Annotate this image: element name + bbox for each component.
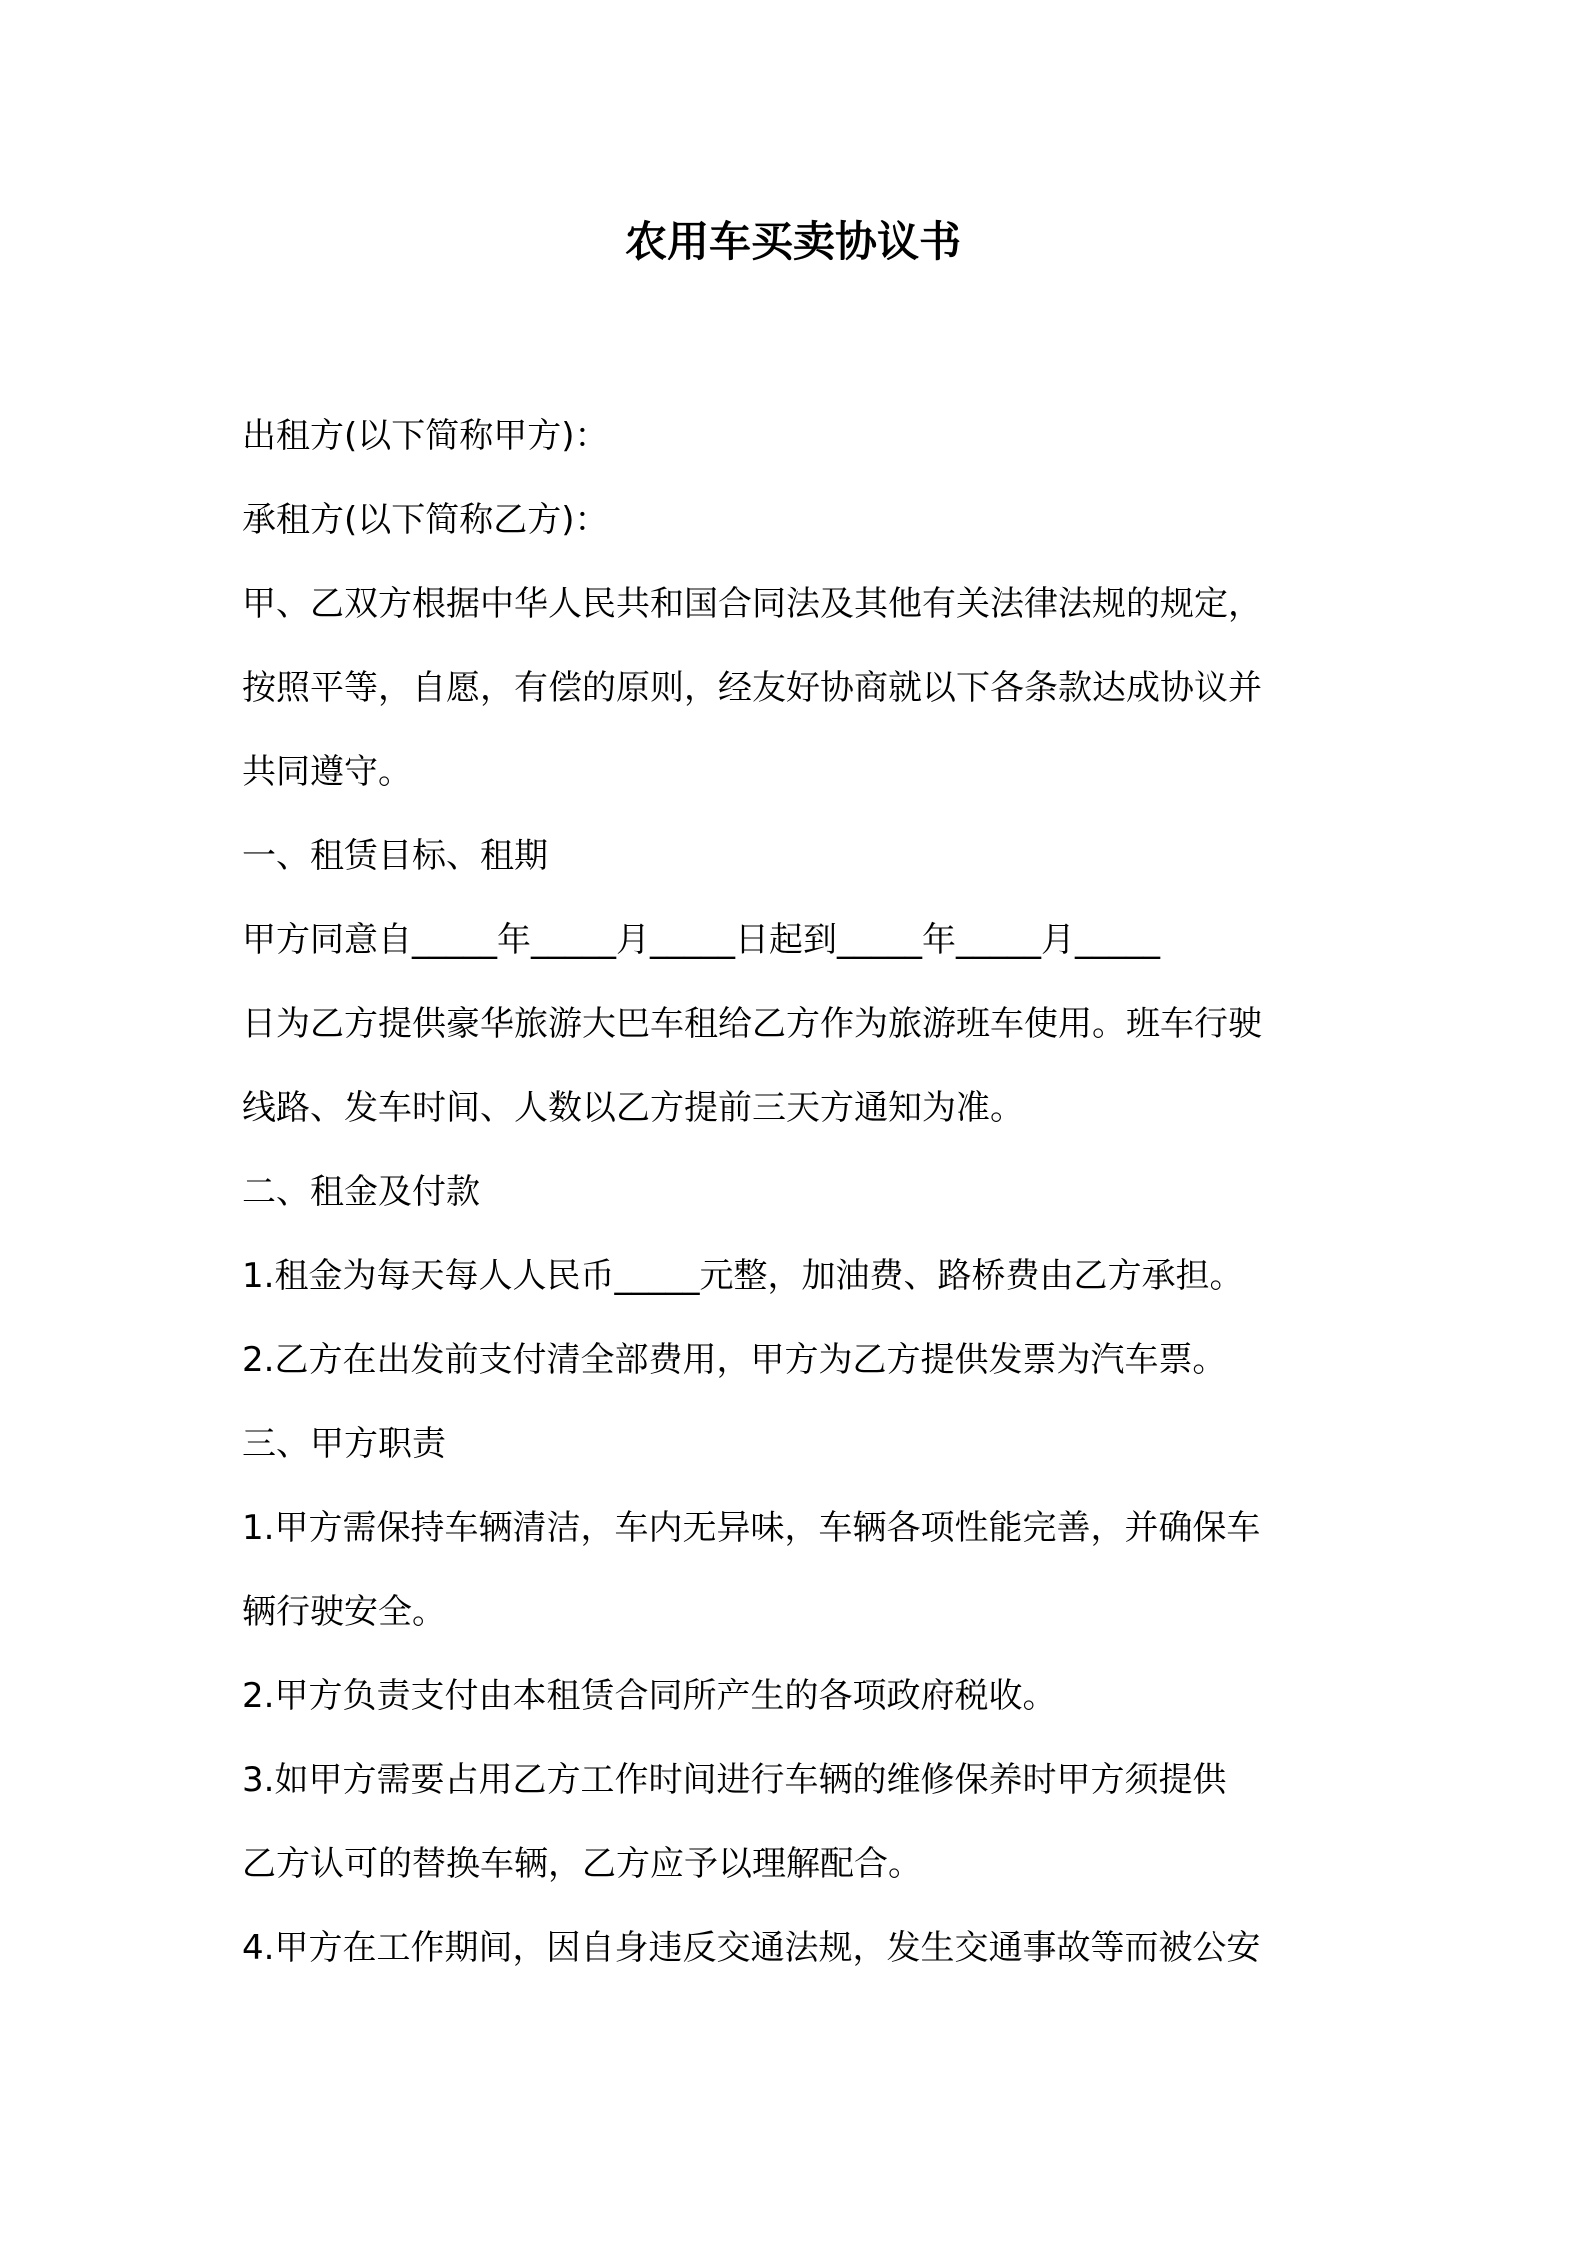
clause-duty-4-line-1: 4.甲方在工作期间，因自身违反交通法规，发生交通事故等而被公安 xyxy=(242,1928,1261,1968)
party-b-line: 承租方(以下简称乙方)： xyxy=(242,500,609,540)
section-heading-2: 二、租金及付款 xyxy=(242,1172,480,1212)
clause-duty-3-line-2: 乙方认可的替换车辆，乙方应予以理解配合。 xyxy=(242,1844,922,1884)
clause-duty-1-line-2: 辆行驶安全。 xyxy=(242,1592,446,1632)
preamble-line-2: 按照平等，自愿，有偿的原则，经友好协商就以下各条款达成协议并 xyxy=(242,668,1262,708)
clause-term-line-3: 线路、发车时间、人数以乙方提前三天方通知为准。 xyxy=(242,1088,1024,1128)
document-title: 农用车买卖协议书 xyxy=(624,217,961,266)
clause-duty-2: 2.甲方负责支付由本租赁合同所产生的各项政府税收。 xyxy=(242,1676,1057,1716)
section-heading-3: 三、甲方职责 xyxy=(242,1424,446,1464)
party-a-line: 出租方(以下简称甲方)： xyxy=(242,416,609,456)
clause-rent-2: 2.乙方在出发前支付清全部费用，甲方为乙方提供发票为汽车票。 xyxy=(242,1340,1227,1380)
clause-term-line-2: 日为乙方提供豪华旅游大巴车租给乙方作为旅游班车使用。班车行驶 xyxy=(242,1004,1262,1044)
clause-term-line-1: 甲方同意自_____年_____月_____日起到_____年_____月_____ xyxy=(242,920,1160,960)
clause-rent-1: 1.租金为每天每人人民币_____元整，加油费、路桥费由乙方承担。 xyxy=(242,1256,1244,1296)
section-heading-1: 一、租赁目标、租期 xyxy=(242,836,548,876)
clause-duty-3-line-1: 3.如甲方需要占用乙方工作时间进行车辆的维修保养时甲方须提供 xyxy=(242,1760,1227,1800)
preamble-line-1: 甲、乙双方根据中华人民共和国合同法及其他有关法律法规的规定， xyxy=(242,584,1262,624)
clause-duty-1-line-1: 1.甲方需保持车辆清洁，车内无异味，车辆各项性能完善，并确保车 xyxy=(242,1508,1261,1548)
preamble-line-3: 共同遵守。 xyxy=(242,752,412,792)
